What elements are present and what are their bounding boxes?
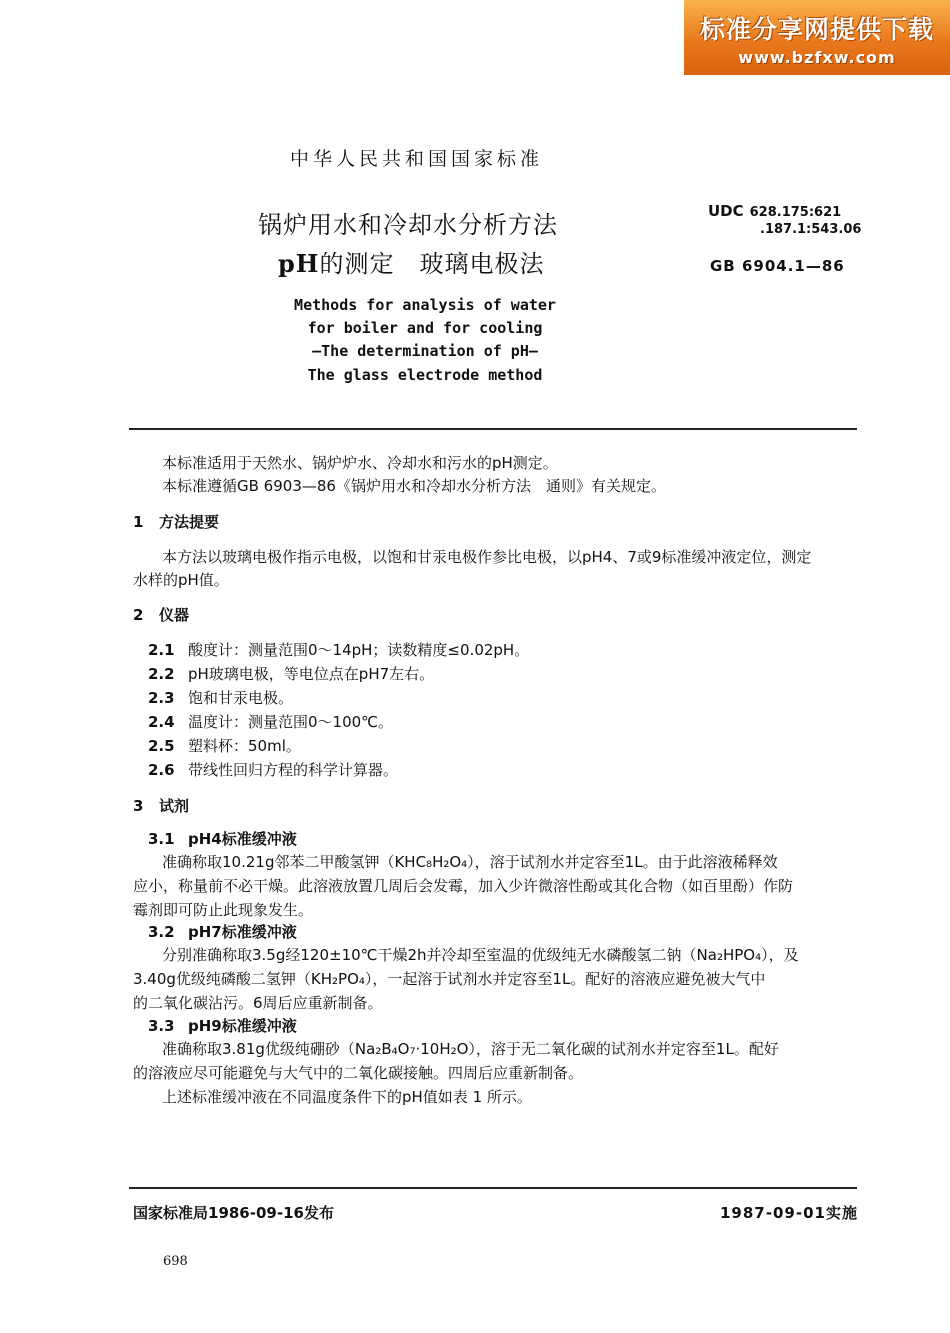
section-title: 试剂 xyxy=(159,797,190,815)
item-number: 2.4 xyxy=(148,713,175,731)
item-number: 2.6 xyxy=(148,761,175,779)
subsection-number: 3.3 xyxy=(148,1017,175,1035)
paragraph-line: 应小，称量前不必干燥。此溶液放置几周后会发霉，加入少许微溶性酚或其化合物（如百里酚）作防 xyxy=(133,877,794,895)
paragraph-line: 的二氧化碳沾污。6周后应重新制备。 xyxy=(133,994,383,1012)
main-title: 锅炉用水和冷却水分析方法 xyxy=(258,211,558,239)
paragraph-line: 的溶液应尽可能避免与大气中的二氧化碳接触。四周后应重新制备。 xyxy=(133,1064,584,1082)
section-heading xyxy=(133,511,219,532)
list-item xyxy=(148,759,398,780)
header-divider xyxy=(129,428,857,430)
item-text: 带线性回归方程的科学计算器。 xyxy=(188,761,399,779)
gb-number: GB 6904.1—86 xyxy=(710,257,845,275)
list-item xyxy=(148,687,293,708)
list-item xyxy=(148,639,529,660)
sub-title-ph: pH xyxy=(278,249,320,278)
item-text: pH玻璃电极，等电位点在pH7左右。 xyxy=(188,665,435,683)
udc-line1: 628.175:621 xyxy=(749,205,842,220)
top-title: 中华人民共和国国家标准 xyxy=(290,148,544,170)
page-number: 698 xyxy=(163,1254,188,1269)
section-title: 方法提要 xyxy=(159,513,220,531)
list-item xyxy=(148,663,434,684)
subsection-heading xyxy=(148,1015,297,1036)
item-number: 2.3 xyxy=(148,689,175,707)
section-heading xyxy=(133,604,189,625)
subsection-title: pH7标准缓冲液 xyxy=(188,923,297,941)
footer-divider xyxy=(129,1187,857,1189)
intro-line: 本标准遵循GB 6903—86《锅炉用水和冷却水分析方法 通则》有关规定。 xyxy=(162,477,666,495)
section1-text: 水样的pH值。 xyxy=(133,571,229,589)
section1-text: 本方法以玻璃电极作指示电极，以饱和甘汞电极作参比电极，以pH4、7或9标准缓冲液定位，测定 xyxy=(162,548,812,566)
list-item xyxy=(148,735,301,756)
item-text: 酸度计：测量范围0～14pH；读数精度≤0.02pH。 xyxy=(188,641,530,659)
paragraph-line: 霉剂即可防止此现象发生。 xyxy=(133,901,314,919)
section-number: 1 xyxy=(133,513,144,531)
effective-date: 1987-09-01实施 xyxy=(720,1204,858,1222)
paragraph-line: 3.40g优级纯磷酸二氢钾（KH₂PO₄），一起溶于试剂水并定容至1L。配好的溶液应避免被大气中 xyxy=(133,970,766,988)
udc-line2: .187.1:543.06 xyxy=(760,222,862,237)
banner-url: www.bzfxw.com xyxy=(738,48,896,67)
english-title-line: The glass electrode method xyxy=(307,366,543,384)
item-number: 2.5 xyxy=(148,737,175,755)
subsection-heading xyxy=(148,921,297,942)
banner-title: 标准分享网提供下载 xyxy=(699,15,934,44)
item-text: 温度计：测量范围0～100℃。 xyxy=(188,713,394,731)
section-number: 2 xyxy=(133,606,144,624)
list-item xyxy=(148,711,393,732)
section-heading xyxy=(133,795,189,816)
subsection-title: pH9标准缓冲液 xyxy=(188,1017,297,1035)
site-banner[interactable] xyxy=(684,0,950,75)
item-text: 饱和甘汞电极。 xyxy=(188,689,294,707)
paragraph-line: 上述标准缓冲液在不同温度条件下的pH值如表 1 所示。 xyxy=(162,1088,532,1106)
paragraph-line: 准确称取10.21g邻苯二甲酸氢钾（KHC₈H₂O₄），溶于试剂水并定容至1L。由于此溶液稀释效 xyxy=(162,853,778,871)
sub-title xyxy=(278,244,544,279)
english-title-line: for boiler and for cooling xyxy=(307,319,543,337)
section-number: 3 xyxy=(133,797,144,815)
item-number: 2.1 xyxy=(148,641,175,659)
subsection-title: pH4标准缓冲液 xyxy=(188,830,297,848)
subsection-heading xyxy=(148,828,297,849)
paragraph-line: 准确称取3.81g优级纯硼砂（Na₂B₄O₇·10H₂O），溶于无二氧化碳的试剂水并定容至1L。配好 xyxy=(162,1040,779,1058)
subsection-number: 3.1 xyxy=(148,830,175,848)
paragraph-line: 分别准确称取3.5g经120±10℃干燥2h并冷却至室温的优级纯无水磷酸氢二钠（Na₂HPO₄），及 xyxy=(162,946,799,964)
section-title: 仪器 xyxy=(159,606,190,624)
item-text: 塑料杯：50ml。 xyxy=(188,737,301,755)
issue-date: 国家标准局1986-09-16发布 xyxy=(133,1204,334,1222)
udc-label: UDC xyxy=(708,202,744,220)
sub-title-rest: 的测定 玻璃电极法 xyxy=(319,250,545,278)
subsection-number: 3.2 xyxy=(148,923,175,941)
english-title-line: —The determination of pH— xyxy=(312,342,538,360)
intro-line: 本标准适用于天然水、锅炉炉水、冷却水和污水的pH测定。 xyxy=(162,454,558,472)
english-title-line: Methods for analysis of water xyxy=(294,296,556,314)
udc-code xyxy=(708,202,841,220)
item-number: 2.2 xyxy=(148,665,175,683)
